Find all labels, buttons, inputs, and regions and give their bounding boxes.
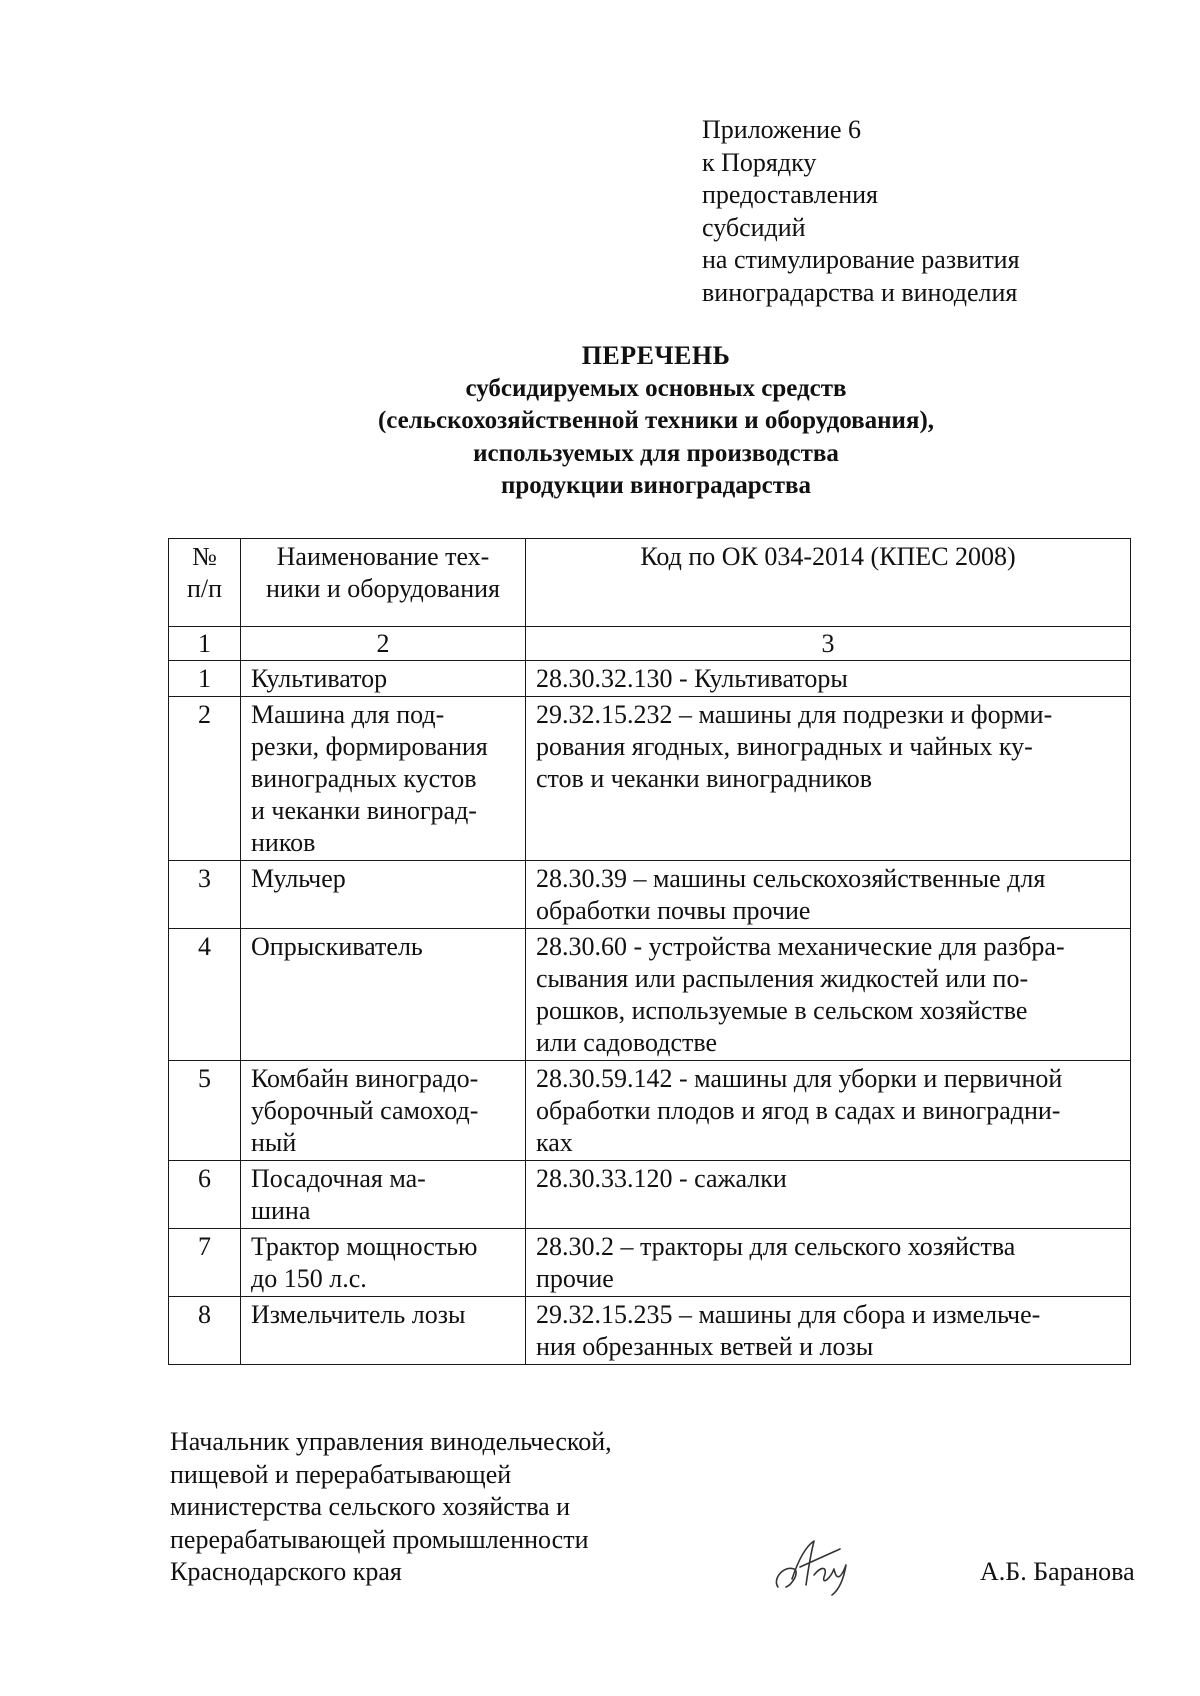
- appendix-line: предоставления: [702, 180, 878, 209]
- equipment-name-line: Комбайн виноградо-: [251, 1064, 479, 1093]
- position-line: перерабатывающей промышленности: [170, 1524, 589, 1554]
- classifier-code-line: прочие: [536, 1264, 614, 1293]
- equipment-name-line: Посадочная ма-: [251, 1164, 426, 1193]
- header-name: [241, 539, 526, 627]
- classifier-code-line: стов и чеканки виноградников: [536, 764, 873, 793]
- classifier-code-line: ния обрезанных ветвей и лозы: [536, 1332, 874, 1361]
- appendix-line: Приложение 6: [702, 115, 862, 144]
- signatory-name: А.Б. Баранова: [980, 1557, 1135, 1586]
- equipment-name-line: до 150 л.с.: [251, 1264, 367, 1293]
- header-code: [526, 539, 1131, 627]
- equipment-name-line: Мульчер: [251, 864, 346, 893]
- equipment-name: [241, 1161, 526, 1229]
- equipment-name-line: резки, формирования: [251, 732, 488, 761]
- classifier-code: [526, 861, 1131, 929]
- title-line: используемых для производства: [473, 439, 839, 467]
- table-row: [169, 1297, 1131, 1365]
- table-row: [169, 861, 1131, 929]
- equipment-name-line: и чеканки виноград-: [251, 796, 477, 825]
- table-row: [169, 661, 1131, 697]
- table-header-row: [169, 539, 1131, 627]
- equipment-name-line: ный: [251, 1128, 297, 1157]
- position-line: Краснодарского края: [170, 1557, 402, 1586]
- equipment-name: [241, 1229, 526, 1297]
- equipment-name-line: Машина для под-: [251, 700, 445, 729]
- classifier-code-line: 28.30.2 – тракторы для сельского хозяйства: [536, 1232, 1016, 1261]
- header-line: №: [192, 542, 217, 571]
- table-row: [169, 697, 1131, 861]
- equipment-name-line: Опрыскиватель: [251, 932, 423, 961]
- classifier-code: [526, 1229, 1131, 1297]
- equipment-name-line: виноградных кустов: [251, 764, 477, 793]
- row-number: 6: [169, 1161, 241, 1229]
- index-cell: 2: [241, 627, 526, 661]
- equipment-name-line: Трактор мощностью: [251, 1232, 478, 1261]
- equipment-name: [241, 1297, 526, 1365]
- classifier-code-line: 29.32.15.235 – машины для сбора и измельче-: [536, 1300, 1041, 1329]
- row-number: 5: [169, 1061, 241, 1161]
- equipment-name-line: ников: [251, 828, 316, 857]
- document-title: [0, 340, 1200, 503]
- row-number: 1: [169, 661, 241, 697]
- header-line: п/п: [186, 574, 223, 603]
- classifier-code-line: 28.30.33.120 - сажалки: [536, 1164, 787, 1193]
- classifier-code-line: 28.30.60 - устройства механические для разбра-: [536, 932, 1065, 961]
- row-number: 4: [169, 929, 241, 1061]
- position-line: Начальник управления винодельческой,: [170, 1427, 612, 1456]
- title-line: продукции виноградарства: [500, 472, 812, 499]
- equipment-table: [168, 538, 1131, 1365]
- row-number: 8: [169, 1297, 241, 1365]
- signatory-position: [170, 1426, 612, 1589]
- appendix-block: [702, 114, 1020, 309]
- title-line: (сельскохозяйственной техники и оборудования),: [377, 407, 935, 434]
- classifier-code-line: рования ягодных, виноградных и чайных ку-: [536, 732, 1033, 761]
- table-row: [169, 1061, 1131, 1161]
- classifier-code-line: рошков, используемые в сельском хозяйстве: [536, 996, 1028, 1025]
- classifier-code-line: 28.30.32.130 - Культиваторы: [536, 664, 848, 693]
- equipment-name: [241, 661, 526, 697]
- header-num: [169, 539, 241, 627]
- equipment-name: [241, 697, 526, 861]
- classifier-code: [526, 1161, 1131, 1229]
- table-index-row: [169, 627, 1131, 661]
- classifier-code: [526, 929, 1131, 1061]
- index-cell: 1: [169, 627, 241, 661]
- appendix-line: на стимулирование развития: [702, 245, 1020, 274]
- classifier-code-line: 29.32.15.232 – машины для подрезки и форми-: [536, 700, 1053, 729]
- table-row: [169, 929, 1131, 1061]
- classifier-code-line: сывания или распыления жидкостей или по-: [536, 964, 1029, 993]
- equipment-name-line: шина: [251, 1196, 311, 1225]
- row-number: 2: [169, 697, 241, 861]
- title-line: субсидируемых основных средств: [465, 374, 847, 402]
- classifier-code-line: обработки плодов и ягод в садах и виноградни-: [536, 1096, 1061, 1125]
- table-row: [169, 1229, 1131, 1297]
- classifier-code: [526, 697, 1131, 861]
- equipment-name-line: Измельчитель лозы: [251, 1300, 466, 1329]
- classifier-code: [526, 661, 1131, 697]
- equipment-name: [241, 861, 526, 929]
- equipment-name: [241, 1061, 526, 1161]
- classifier-code-line: или садоводстве: [536, 1028, 718, 1057]
- row-number: 7: [169, 1229, 241, 1297]
- equipment-name-line: уборочный самоход-: [251, 1096, 479, 1125]
- appendix-line: виноградарства и виноделия: [702, 277, 1018, 307]
- classifier-code: [526, 1061, 1131, 1161]
- header-line: Код по ОК 034-2014 (КПЕС 2008): [640, 542, 1016, 571]
- position-line: министерства сельского хозяйства и: [170, 1492, 571, 1521]
- row-number: 3: [169, 861, 241, 929]
- classifier-code-line: 28.30.39 – машины сельскохозяйственные для: [536, 864, 1046, 893]
- appendix-line: субсидий: [702, 212, 806, 242]
- title-main: ПЕРЕЧЕНЬ: [581, 341, 731, 370]
- classifier-code: [526, 1297, 1131, 1365]
- handwritten-signature: [770, 1535, 862, 1597]
- classifier-code-line: ках: [536, 1128, 573, 1157]
- classifier-code-line: 28.30.59.142 - машины для уборки и первичной: [536, 1064, 1063, 1093]
- index-cell: 3: [526, 627, 1131, 661]
- table-row: [169, 1161, 1131, 1229]
- classifier-code-line: обработки почвы прочие: [536, 896, 811, 925]
- equipment-name-line: Культиватор: [251, 664, 388, 693]
- header-line: Наименование тех-: [276, 542, 490, 571]
- header-line: ники и оборудования: [265, 574, 501, 603]
- position-line: пищевой и перерабатывающей: [170, 1459, 512, 1489]
- equipment-name: [241, 929, 526, 1061]
- appendix-line: к Порядку: [702, 147, 817, 177]
